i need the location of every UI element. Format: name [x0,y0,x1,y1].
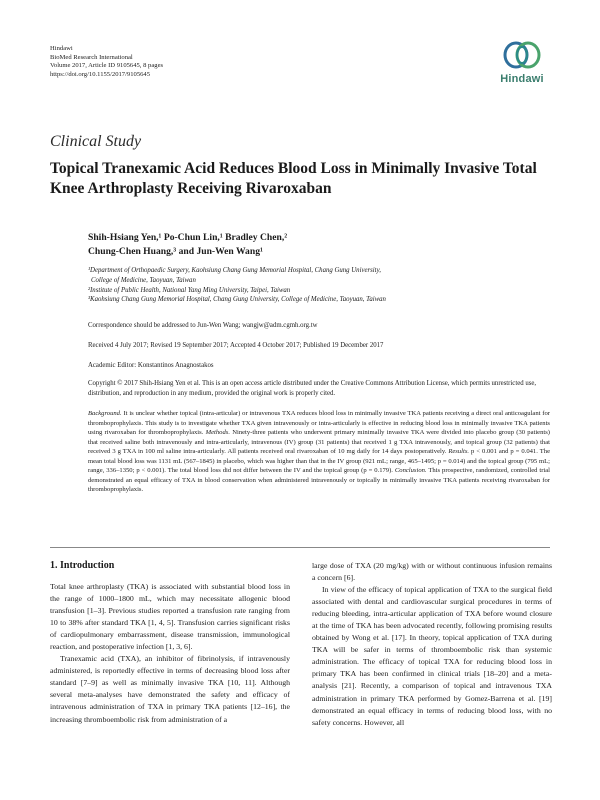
journal-name: BioMed Research International [50,53,133,61]
logo-wordmark: Hindawi [500,73,544,85]
publication-info [50,45,163,79]
intro-paragraph-3: In view of the efficacy of topical application of TXA to the surgical field associated with dental and cardiovascular surgical procedures in terms of reducing bleeding, intra-articular application of TXA before wound closure at the time of TKA has been advocated recently, following promising results obtained by Wong et al. [17]. In theory, topical application of TXA during TKA will be safer in terms of thromboembolic risk than systemic administration. The efficacy of topical TXA for reducing blood loss in primary TKA has been confirmed in clinical trials [18–20] and a meta-analysis [21]. Recently, a comparison of topical and intravenous TXA administration in primary TKA performed by Gomez-Barrena et al. [19] demonstrated an equal efficacy in terms of reducing blood loss, with no safety concerns. However, all [312,585,552,727]
intro-paragraph-1: Total knee arthroplasty (TKA) is associated with substantial blood loss in the range of 1000–1800 mL, which may necessitate allogenic blood transfusion [1–3]. Previous studies reported a transfusion rate ranging from 10 to 38% after standard TKA [1, 4, 5]. Transfusion carries significant risks of cardiopulmonary embarrassment, disease transmission, immunological reaction, and postoperative infection [1, 3, 6]. [50,582,290,652]
abstract-conclusion: This prospective, randomized, controlled trial demonstrated an equal efficacy of TXA in blood conservation when administered intravenously or topically in minimally invasive TKA patients receiving rivaroxaban for thromboprophylaxis. [88,467,551,493]
academic-editor: Academic Editor: Konstantinos Anagnostakos [88,362,214,369]
section-divider [50,547,550,548]
introduction-heading: 1. Introduction [50,560,115,571]
body-column-right [312,560,552,729]
abstract-results-label: Results. [448,448,470,455]
body-column-left [50,560,290,726]
hindawi-logo-icon [502,38,542,72]
article-title: Topical Tranexamic Acid Reduces Blood Loss in Minimally Invasive Total Knee Arthroplasty Receiving Rivaroxaban [50,160,537,197]
affiliation-2: ²Institute of Public Health, National Yang Ming University, Taipei, Taiwan [88,286,291,294]
affiliation-3: ³Kaohsiung Chang Gung Memorial Hospital, Chang Gung University, College of Medicine, Taoyuan, Taiwan [88,296,386,304]
article-type: Clinical Study [50,133,142,150]
abstract-methods-label: Methods. [205,429,230,436]
intro-paragraph-2: Tranexamic acid (TXA), an inhibitor of fibrinolysis, if intravenously administered, is reportedly effective in terms of decreasing blood loss after standard [7–9] as well as minimally invasive TKA [10, 11]. Although several meta-analyses have demonstrated the safety and efficacy of intravenous administration of TXA in primary TKA patients [12–16], the increasing thromboembolic risk from administration of a [50,654,290,724]
intro-paragraph-2-cont: large dose of TXA (20 mg/kg) with or without continuous infusion remains a concern [6]. [312,561,552,583]
copyright-notice: Copyright © 2017 Shih-Hsiang Yen et al. This is an open access article distributed under the Creative Commons Attribution License, which permits unrestricted use, distribution, and reproduction in any medium, provided the original work is properly cited. [88,380,537,397]
abstract [88,409,550,495]
article-dates: Received 4 July 2017; Revised 19 September 2017; Accepted 4 October 2017; Published 19 December 2017 [88,342,384,349]
volume-info: Volume 2017, Article ID 9105645, 8 pages [50,62,164,70]
affiliation-1-cont: College of Medicine, Taoyuan, Taiwan [91,276,196,284]
correspondence: Correspondence should be addressed to Jun-Wen Wang; wangjw@adm.cgmh.org.tw [88,322,318,329]
abstract-results: p < 0.001 and p = 0.041. The mean total blood loss was 1131 mL (567–1845) in placebo, which was higher than that in the IV group (921 mL; range, 465–1495; p = 0.014) and the topical group (795 mL; range, 336–1350; p < 0.001). The total blood loss did not differ between the IV and the topical group (p = 0.179). [88,448,550,474]
affiliations [88,266,558,305]
doi-link[interactable]: https://doi.org/10.1155/2017/9105645 [50,70,151,78]
affiliation-1: ¹Department of Orthopaedic Surgery, Kaohsiung Chang Gung Memorial Hospital, Chang Gung University, [88,267,381,274]
publisher-name: Hindawi [50,45,73,52]
abstract-methods: Ninety-three patients who underwent primary minimally invasive TKA were divided into placebo group (30 patients) that received saline both intravenously and intra-articularly, intravenous (IV) group (31 patients) that received 1 g TXA intravenously, and topical group (32 patients) that received 3 g TXA in 100 ml saline intra-articularly. All patients received oral rivaroxaban of 10 mg daily for 14 days postoperatively. [88,429,551,455]
abstract-conclusion-label: Conclusion. [394,467,427,474]
authors-line-1: Shih-Hsiang Yen,¹ Po-Chun Lin,¹ Bradley Chen,² [88,232,288,243]
hindawi-logo [492,38,552,108]
author-list [88,231,287,259]
authors-line-2: Chung-Chen Huang,³ and Jun-Wen Wang¹ [88,246,263,257]
abstract-background: It is unclear whether topical (intra-articular) or intravenous TXA reduces blood loss in minimally invasive TKA patients receiving a direct oral anticoagulant for thromboprophylaxis. This study is to investigate whether TXA given intravenously or intra-articularly is effective in reducing blood loss in minimally invasive TKA patients using rivaroxaban for thromboprophylaxis. [88,410,550,436]
abstract-background-label: Background. [88,410,122,417]
